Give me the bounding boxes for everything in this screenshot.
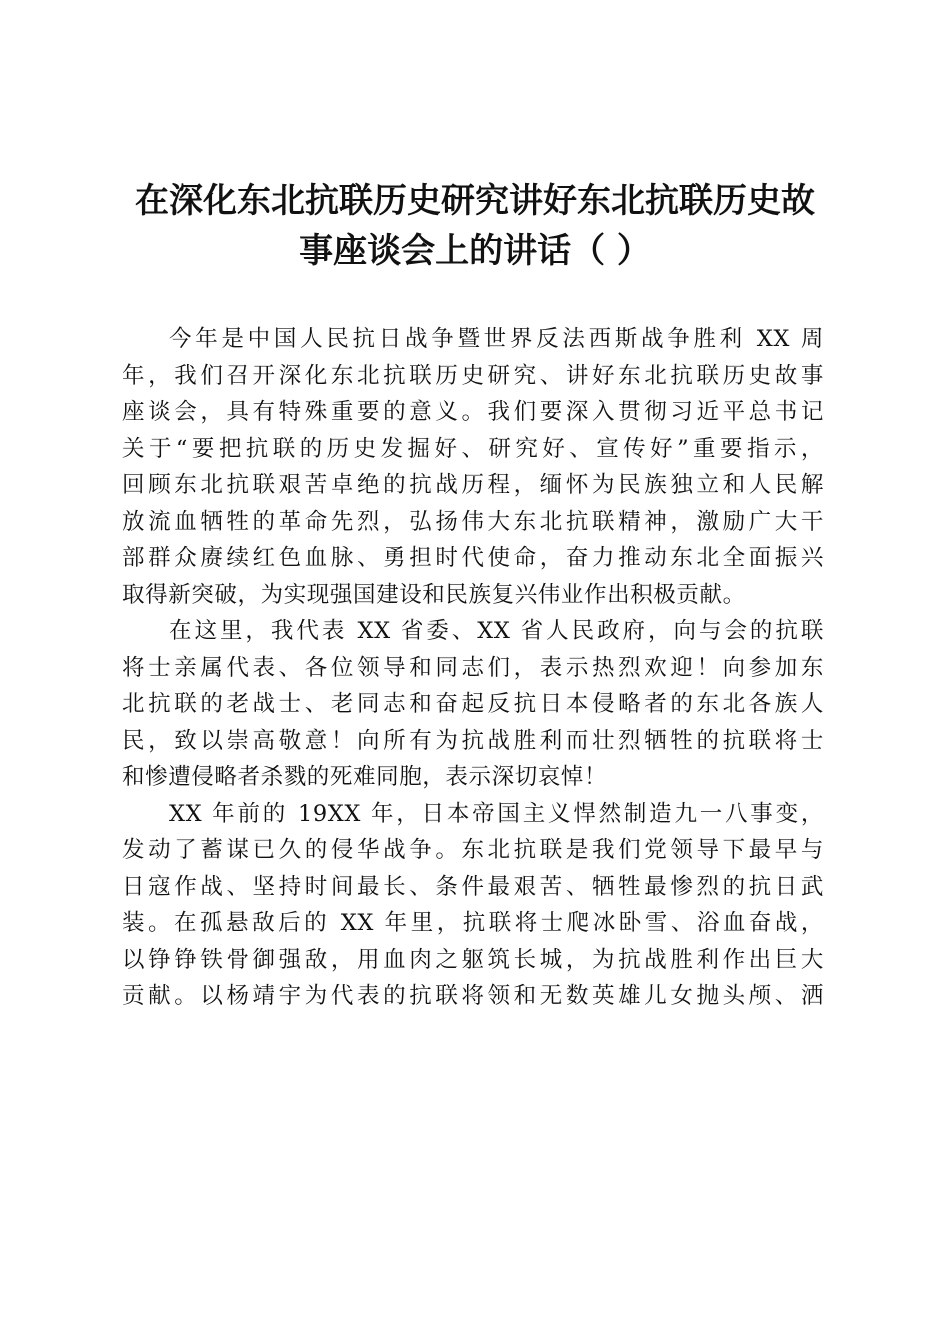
- text-line: 今年是中国人民抗日战争暨世界反法西斯战争胜利 XX 周: [169, 326, 824, 352]
- paragraph-3: [122, 796, 824, 1015]
- document-title: [120, 176, 830, 276]
- text-line: 以铮铮铁骨御强敌，用血肉之躯筑长城，为抗战胜利作出巨大: [122, 946, 824, 973]
- text-line: 民，致以崇高敬意！向所有为抗战胜利而壮烈牺牲的抗联将士: [122, 727, 824, 754]
- text-line: 装。在孤悬敌后的 XX 年里，抗联将士爬冰卧雪、浴血奋战，: [122, 910, 824, 936]
- text-line: 座谈会，具有特殊重要的意义。我们要深入贯彻习近平总书记: [122, 399, 824, 425]
- text-line: 部群众赓续红色血脉、勇担时代使命，奋力推动东北全面振兴: [122, 545, 824, 571]
- text-line: 在这里，我代表 XX 省委、XX 省人民政府，向与会的抗联: [169, 618, 824, 644]
- text-line: 发动了蓄谋已久的侵华战争。东北抗联是我们党领导下最早与: [122, 837, 824, 863]
- title-line: 在深化东北抗联历史研究讲好东北抗联历史故: [135, 181, 815, 221]
- title-line: 事座谈会上的讲话（ ）: [299, 231, 651, 271]
- text-line: 和惨遭侵略者杀戮的死难同胞，表示深切哀悼！: [122, 764, 608, 790]
- paragraph-1: [122, 321, 824, 613]
- text-line: 取得新突破，为实现强国建设和民族复兴伟业作出积极贡献。: [122, 581, 746, 608]
- text-line: 北抗联的老战士、老同志和奋起反抗日本侵略者的东北各族人: [122, 691, 824, 717]
- text-line: 日寇作战、坚持时间最长、条件最艰苦、牺牲最惨烈的抗日武: [122, 873, 824, 900]
- text-line: 放流血牺牲的革命先烈，弘扬伟大东北抗联精神，激励广大干: [122, 508, 824, 535]
- paragraph-2: [122, 613, 824, 796]
- text-line: 将士亲属代表、各位领导和同志们，表示热烈欢迎！向参加东: [122, 654, 824, 681]
- text-line: 回顾东北抗联艰苦卓绝的抗战历程，缅怀为民族独立和人民解: [122, 472, 824, 498]
- text-line: XX 年前的 19XX 年，日本帝国主义悍然制造九一八事变，: [169, 800, 824, 827]
- text-line: 贡献。以杨靖宇为代表的抗联将领和无数英雄儿女抛头颅、洒: [122, 983, 824, 1009]
- document-body: [122, 321, 824, 1015]
- text-line: 年，我们召开深化东北抗联历史研究、讲好东北抗联历史故事: [122, 362, 824, 389]
- text-line: 关于“要把抗联的历史发掘好、研究好、宣传好”重要指示，: [122, 435, 824, 462]
